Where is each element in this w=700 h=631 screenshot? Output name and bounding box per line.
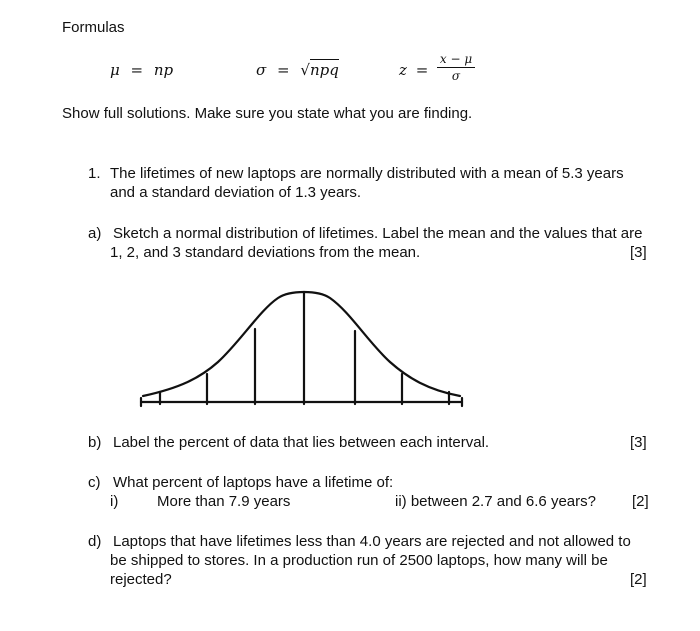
part-d-line1: Laptops that have lifetimes less than 4.0 years are rejected and not allowed to	[113, 533, 631, 550]
part-a-label: a)	[88, 225, 102, 242]
part-a-marks: [3]	[630, 244, 647, 261]
part-b-text: Label the percent of data that lies between each interval.	[113, 434, 490, 451]
part-a-line2: 1, 2, and 3 standard deviations from the mean.	[110, 244, 421, 261]
part-d-label: d)	[88, 533, 102, 550]
question-stem-line1: The lifetimes of new laptops are normally distributed with a mean of 5.3 years	[110, 165, 624, 182]
z-eq: =	[415, 61, 429, 79]
part-c-label: c)	[88, 474, 101, 491]
z-lhs: z	[399, 61, 407, 79]
part-b-label: b)	[88, 434, 102, 451]
question-number: 1.	[88, 165, 101, 182]
part-c-sub-ii-text: ii) between 2.7 and 6.6 years?	[395, 493, 596, 510]
part-c-marks: [2]	[632, 493, 649, 510]
bell-curve	[143, 292, 460, 396]
part-a-line1: Sketch a normal distribution of lifetimes. Label the mean and the values that are	[113, 225, 643, 242]
part-d-marks: [2]	[630, 571, 647, 588]
part-c-sub-i-text: More than 7.9 years	[157, 493, 291, 510]
formulas-heading: Formulas	[62, 19, 125, 36]
part-c-text: What percent of laptops have a lifetime of:	[113, 474, 394, 491]
z-denominator: σ	[451, 69, 461, 83]
part-d-line3: rejected?	[110, 571, 172, 588]
part-c-sub-i-label: i)	[110, 493, 119, 510]
sqrt-symbol: √	[300, 61, 310, 79]
part-d-line2: be shipped to stores. In a production run of 2500 laptops, how many will be	[110, 552, 608, 569]
question-stem-line2: and a standard deviation of 1.3 years.	[110, 184, 362, 201]
mean-rhs: np	[153, 61, 174, 79]
sd-radicand: npq	[309, 61, 339, 79]
instructions: Show full solutions. Make sure you state what you are finding.	[62, 105, 473, 122]
z-numerator: x − μ	[439, 52, 473, 66]
part-b-marks: [3]	[630, 434, 647, 451]
sd-eq: =	[277, 61, 290, 79]
sd-lhs: σ	[256, 61, 267, 79]
mean-eq: =	[130, 61, 144, 79]
mean-lhs: μ	[110, 61, 120, 79]
